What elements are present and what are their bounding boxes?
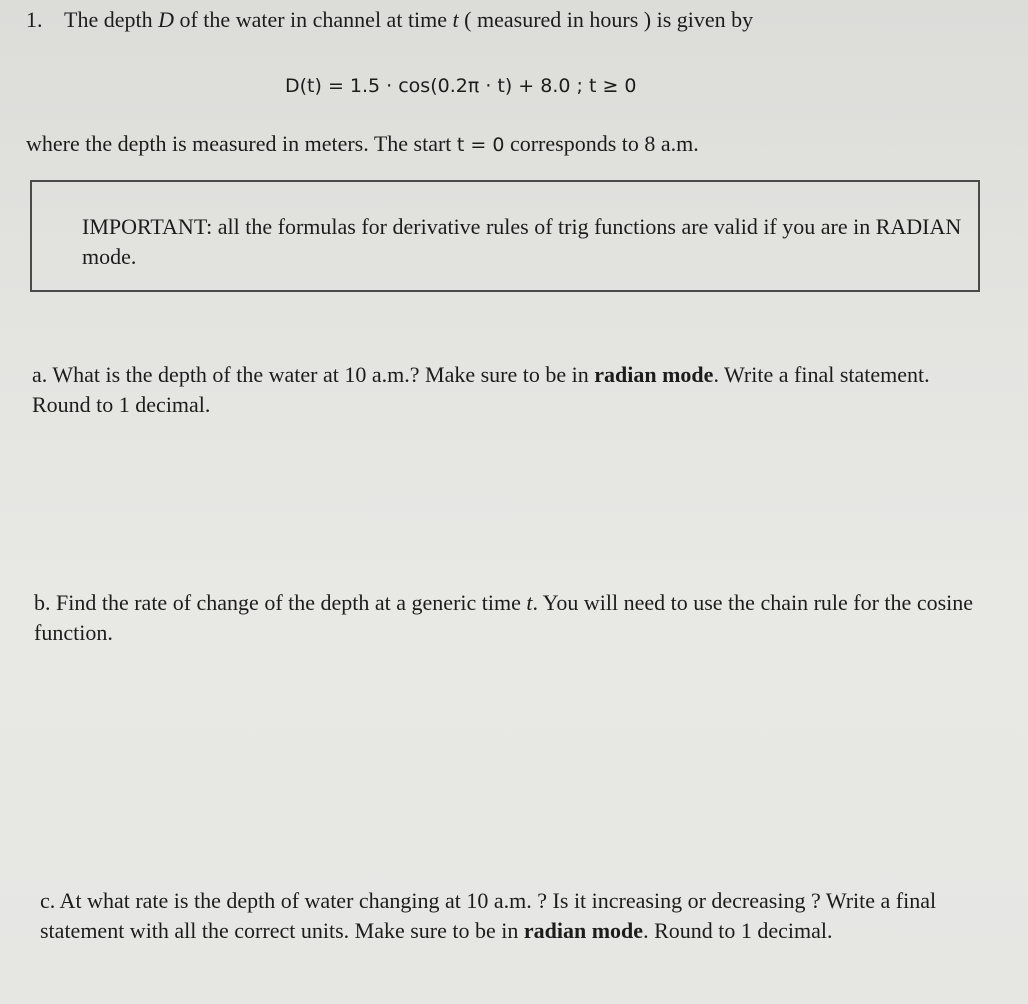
depth-equation: D(t) = 1.5 · cos(0.2π · t) + 8.0 ; t ≥ 0 [285,75,637,97]
question-c-text-start: c. At what rate is the depth of water changing at 10 a.m. ? Is it increasing or decreasing ? Write a final statement with all the correct units. Make sure to be in [40,888,937,943]
units-statement [26,130,699,159]
question-b [34,588,1014,648]
question-a-text-start: a. What is the depth of the water at 10 a.m.? Make sure to be in [32,362,595,387]
question-a-bold: radian mode [594,362,714,387]
problem-number: 1. [26,7,43,32]
question-c-bold: radian mode [523,918,644,943]
variable-D: D [158,7,174,32]
question-c [40,886,1020,946]
problem-text-middle: of the water in channel at time [173,7,453,32]
units-text-end: corresponds to 8 a.m. [504,131,699,156]
important-note-box [30,180,980,292]
question-a [32,360,992,420]
problem-text-start: The depth [64,7,159,32]
variable-t: t [452,7,459,32]
question-c-text-end: . Round to 1 decimal. [643,918,833,943]
question-b-text-start: b. Find the rate of change of the depth at a generic time [34,590,527,615]
question-b-variable-t: t [526,590,533,615]
problem-text-end: ( measured in hours ) is given by [458,7,754,32]
start-time-math: t = 0 [456,134,505,156]
problem-statement [26,6,753,34]
units-text-start: where the depth is measured in meters. The start [26,131,457,156]
question-b-text-end: . You will need to use the chain rule for the cosine function. [34,590,974,645]
question-a-text-end: . Write a final statement. Round to 1 decimal. [32,362,930,417]
important-note-text: IMPORTANT: all the formulas for derivative rules of trig functions are valid if you are in RADIAN mode. [82,214,962,269]
